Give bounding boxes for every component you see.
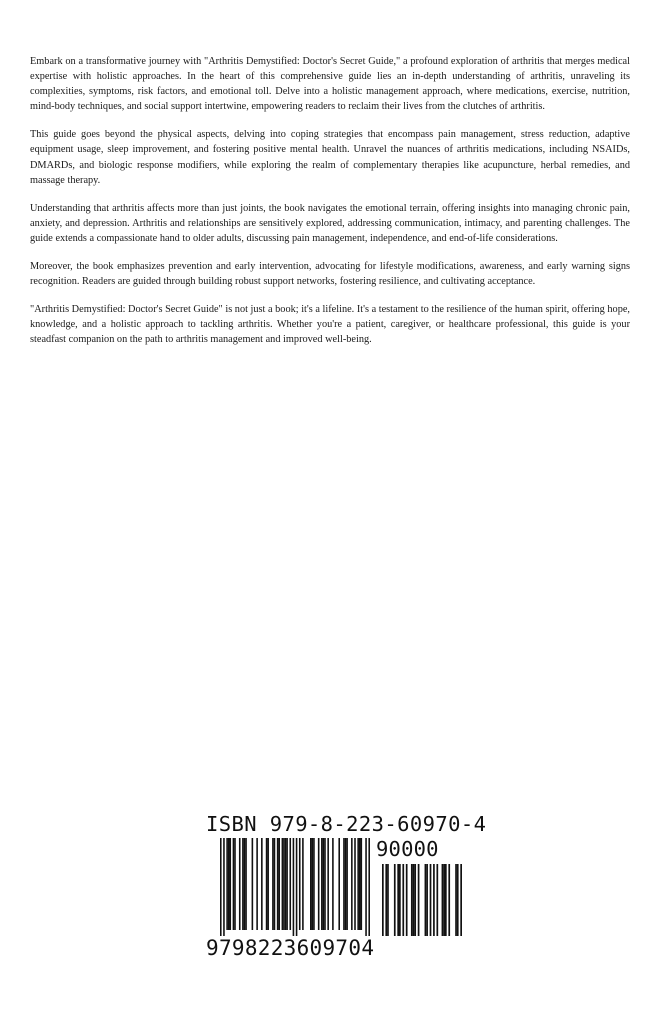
addon-bar: [394, 864, 396, 936]
ean-bar: [312, 838, 314, 930]
ean-bar: [228, 838, 230, 930]
blurb-paragraph-3: Understanding that arthritis affects more than just joints, the book navigates the emotional terrain, offering insights into managing chronic pain, anxiety, and depression. Arthritis and relationships are sensitively explored, addressing communication, intimacy, and parenting challenges. The guide extends a compassionate hand to older adults, discussing pain management, independence, and end-of-life considerations.: [30, 202, 630, 244]
addon-bar: [442, 864, 444, 936]
addon-bar: [425, 864, 427, 936]
ean-bar: [285, 838, 287, 930]
ean-bar: [229, 838, 231, 930]
addon-bar: [406, 864, 408, 936]
ean-bar: [361, 838, 363, 930]
ean-bar: [239, 838, 241, 930]
ean-bar: [332, 838, 334, 930]
ean-bar: [223, 838, 225, 936]
ean-bar: [272, 838, 274, 930]
addon-bar: [443, 864, 445, 936]
ean-bar: [244, 838, 246, 930]
ean-bar: [313, 838, 315, 930]
ean-bar: [266, 838, 268, 930]
addon-bar: [445, 864, 447, 936]
ean-bar: [359, 838, 361, 930]
ean-bar: [283, 838, 285, 930]
ean-bar: [338, 838, 340, 930]
blurb-paragraph-1: Embark on a transformative journey with "Arthritis Demystified: Doctor's Secret Guide," a profound exploration of arthritis that merges medical expertise with holistic approaches. In the heart of this comprehensive guide lies an in-depth understanding of arthritis, unraveling its complexities, symptoms, risk factors, and emotional toll. Delve into a holistic management approach, where medications, exercise, nutrition, mind-body techniques, and social support intertwine, empowering readers to reclaim their lives from the clutches of arthritis.: [30, 56, 630, 113]
addon-bar: [413, 864, 415, 936]
ean-bar: [368, 838, 370, 936]
ean-bar: [286, 838, 288, 930]
ean-bar: [289, 838, 291, 930]
ean-bar: [245, 838, 247, 930]
ean-bar: [357, 838, 359, 930]
ean-bar: [234, 838, 236, 930]
addon-bar: [457, 864, 459, 936]
ean-bar: [345, 838, 347, 930]
ean-bar: [261, 838, 263, 930]
ean-bar: [343, 838, 345, 930]
blurb-paragraph-2: This guide goes beyond the physical aspects, delving into coping strategies that encompass pain management, stress reduction, adaptive equipment usage, sleep improvement, and fostering positive mental health. Unravel the nuances of arthritis medications, including NSAIDs, DMARDs, and biologic response modifiers, while exploring the realm of complementary therapies like acupuncture, herbal remedies, and massage therapy.: [30, 129, 630, 186]
ean-bar: [327, 838, 329, 930]
ean-bar: [252, 838, 254, 930]
ean-bar: [242, 838, 244, 930]
isbn-barcode: [204, 812, 487, 972]
ean-bar: [324, 838, 326, 930]
ean-bar: [354, 838, 356, 930]
addon-bar: [430, 864, 432, 936]
addon-bar: [426, 864, 428, 936]
isbn-label: ISBN 979-8-223-60970-4: [206, 812, 487, 836]
ean-bar: [233, 838, 235, 930]
addon-bar: [414, 864, 416, 936]
addon-bar: [455, 864, 457, 936]
ean-bar: [277, 838, 279, 930]
ean-barcode-bars: [220, 838, 370, 936]
ean-bar: [282, 838, 284, 930]
ean-bar: [302, 838, 304, 930]
ean-bar: [299, 838, 301, 930]
ean-bar: [321, 838, 323, 930]
ean-bar: [310, 838, 312, 930]
cover-blurb: [30, 54, 630, 361]
ean-bar: [220, 838, 222, 936]
addon-bar: [460, 864, 462, 936]
addon-bar: [382, 864, 384, 936]
ean-bar: [293, 838, 295, 936]
ean-bar: [256, 838, 258, 930]
ean-bar: [267, 838, 269, 930]
addon-bar: [448, 864, 450, 936]
ean-bar: [323, 838, 325, 930]
ean-bar: [365, 838, 367, 936]
addon-bar: [436, 864, 438, 936]
addon-bar: [387, 864, 389, 936]
addon-bar: [397, 864, 399, 936]
blurb-paragraph-4: Moreover, the book emphasizes prevention and early intervention, advocating for lifestyle modifications, awareness, and early warning signs recognition. Readers are guided through building robust support networks, fostering resilience, and cultivating acceptance.: [30, 261, 630, 288]
ean-bar: [278, 838, 280, 930]
blurb-paragraph-5: "Arthritis Demystified: Doctor's Secret Guide" is not just a book; it's a lifeline. It's a testament to the resilience of the human spirit, offering hope, knowledge, and a holistic approach to tackling arthritis. Whether you're a patient, caregiver, or healthcare professional, this guide is your steadfast companion on the path to arthritis management and improved well-being.: [30, 304, 630, 346]
addon-bar: [385, 864, 387, 936]
addon-bar: [402, 864, 404, 936]
ean-digits: 9798223609704: [206, 936, 375, 960]
ean-bar: [274, 838, 276, 930]
ean-bar: [226, 838, 228, 930]
addon-bar: [433, 864, 435, 936]
ean-bar: [346, 838, 348, 930]
addon-bar: [399, 864, 401, 936]
addon-price-label: 90000: [376, 837, 439, 861]
ean-bar: [318, 838, 320, 930]
ean-bar: [296, 838, 298, 936]
addon-barcode-bars: [382, 864, 462, 936]
ean-bar: [351, 838, 353, 930]
addon-bar: [411, 864, 413, 936]
addon-bar: [418, 864, 420, 936]
